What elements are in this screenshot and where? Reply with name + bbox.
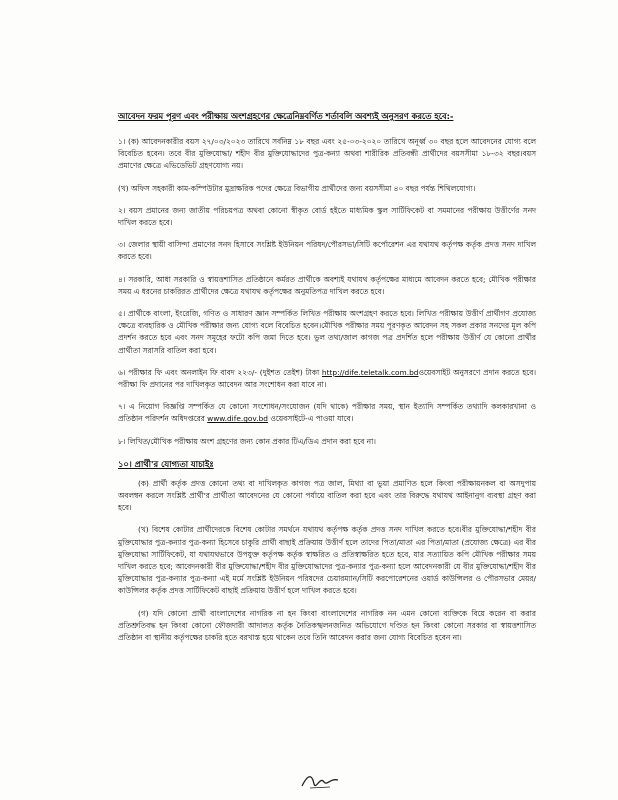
item-1b: (খ) অফিস সহকারী কাম-কম্পিউটার মুদ্রাক্ষরিক পদের ক্ষেত্রে বিভাগীয় প্রার্থীদের জন্য বয়সসীমা ৪০ বছর পর্যন্ত শিথিলযোগ্য।: [118, 183, 476, 193]
instructions-heading: আবেদন ফরম পূরণ এবং পরীক্ষায় অংশগ্রহণের ক্ষেত্রেনিম্নবর্ণিত শর্তাবলি অবশ্যই অনুসরণ করতে হবে:-: [118, 111, 454, 121]
dife-link[interactable]: www.dife.gov.bd: [207, 414, 268, 424]
item-6-text-end: ওয়েবসাইট অনুসরণে প্রদান করতে হবে। পরীক্ষা ফি প্রদানের পর দাখিলকৃত আবেদন আর সংশোধন করা যাবে না।: [118, 367, 536, 390]
item-7: [118, 401, 536, 425]
item-3: ৩। জেলার স্থায়ী বাসিন্দা প্রমাণের সনদ হিসাবে সংশ্লিষ্ট ইউনিয়ন পরিষদ/পৌরসভা/সিটি কর্পোরেশন এর যথাযথ কর্তৃপক্ষ কর্তৃক প্রদত্ত সনদ দাখিল করতে হবে।: [118, 240, 536, 262]
item-7-text-end: ওয়েবসাইটে-এ পাওয়া যাবে।: [267, 414, 354, 424]
teletalk-link[interactable]: http://dife.teletalk.com.bd: [321, 367, 419, 377]
signature-mark: [300, 770, 340, 792]
item-5: ৫। প্রার্থীকে বাংলা, ইংরেজি, গণিত ও সাধারণ জ্ঞান সম্পর্কিত লিখিত পরীক্ষায় অংশগ্রহণ করতে হবে। লিখিত পরীক্ষায় উত্তীর্ণ প্রার্থীগণ প্রযোজ্য ক্ষেত্রে ব্যবহারিক ও মৌখিক পরীক্ষার জন্য যোগ্য বলে বিবেচিত হবেন।মৌখিক পরীক্ষার সময় পূরণকৃত আবেদন সহ সকল প্রকার সনদের মূল কপি প্রদর্শন করতে হবে এবং সনদ সমূহের ফটো কপি জমা দিতে হবে। ভুল তথ্য/জাল কাগজ পত্র প্রদর্শিত হলে পরীক্ষায় উত্তীর্ণ যে কোনো প্রার্থীর প্রার্থীতা সরাসরি বাতিল করা হবে।: [118, 309, 536, 355]
item-8: ৮। লিখিত/মৌখিক পরীক্ষায় অংশ গ্রহণের জন্য কোন প্রকার টিএ/ডিএ প্রদান করা হবে না।: [118, 436, 376, 446]
item-6: [118, 367, 536, 391]
item-2: ২। বয়স প্রমানের জন্য জাতীয় পরিচয়পত্র অথবা কোনো স্বীকৃত বোর্ড হইতে মাধ্যমিক স্কুল সার্টিফিকেট বা সমমানের পরীক্ষায় উত্তীর্ণের সনদ দাখিল করতে হবে।: [118, 205, 536, 228]
section-10-ga: (গ) যদি কোনো প্রার্থী বাংলাদেশের নাগরিক না হন কিংবা বাংলাদেশের নাগরিক নন এমন কোনো ব্যক্তিকে বিয়ে করেন বা করার প্রতিশ্রুতিবদ্ধ হন কিংবা কোনো ফৌজদারী আদালত কর্তৃক নৈতিকস্খলনজনিত অভিযোগে দণ্ডিত হন কিংবা কোনো সরকার বা স্বায়ত্তশাসিত প্রতিষ্ঠান বা স্থানীয় কর্তৃপক্ষের চাকরি হতে বরখাস্ত হয়ে থাকেন তবে তিনি আবেদন করার জন্য যোগ্য বিবেচিত হবেন না।: [118, 608, 536, 643]
item-7-text: ৭। এ নিয়োগ বিজ্ঞপ্তি সম্পর্কিত যে কোনো সংশোধন/সংযোজন (যদি থাকে) পরীক্ষার সময়, স্থান ইত্যাদি সম্পর্কিত তথ্যাদি কলকারখানা ও প্রতিষ্ঠান পরিদর্শন অধিদপ্তরের: [118, 402, 536, 424]
item-1a: ১। (ক) আবেদনকারীর বয়স ২৭/০৩/২০২৩ তারিখে সর্বনিম্ন ১৮ বছর এবং ২৫-০৩-২০২০ তারিখে অনূর্ধ্ব ৩০ বছর হলে আবেদনের যোগ্য বলে বিবেচিত হবেন। তবে বীর মুক্তিযোদ্ধা/ শহীদ বীর মুক্তিযোদ্ধাদের পুত্র-কন্যা অথবা শারীরিক প্রতিবন্ধী প্রার্থীদের বয়সসীমা ১৮-৩২ বছর।বয়স প্রমাণের ক্ষেত্রে এভিডেভিট গ্রহণযোগ্য নয়।: [118, 137, 536, 171]
item-4: ৪। সরকারি, আধা সরকারি ও স্বায়ত্তশাসিত প্রতিষ্ঠানে কর্মরত প্রার্থীকে অবশ্যই যথাযথ কর্তৃপক্ষের মাধ্যমে আবেদন করতে হবে; মৌখিক পরীক্ষার সময় এ ধরনের চাকরিরত প্রার্থীদের ক্ষেত্রে যথাযথ কর্তৃপক্ষের অনুমতিপত্র দাখিল করতে হবে।: [118, 274, 536, 296]
section-10-title: ১০। প্রার্থী'র যোগ্যতা যাচাইঃ: [118, 458, 214, 469]
section-10-ka: (ক) প্রার্থী কর্তৃক প্রদত্ত কোনো তথ্য বা দাখিলকৃত কাগজ পত্র জাল, মিথ্যা বা ভুয়া প্রমাণিত হলে কিংবা পরীক্ষায়নকল বা অসদুপায় অবলম্বন করলে সংশ্লিষ্ট প্রার্থী'র প্রার্থীতা আবেদনের যে কোনো পর্যায়ে বাতিল করা হবে এবং তার বিরুদ্ধে যথাযথ আইনানুগ ব্যবস্থা গ্রহণ করা হবে।: [118, 478, 536, 513]
item-6-text: ৬। পরীক্ষার ফি এবং অনলাইন ফি বাবদ ২২৩/- (দুইশত তেইশ) টাকা: [118, 367, 322, 377]
section-10-kha: (খ) বিশেষ কোটার প্রার্থীদেরকে বিশেষ কোটার সমর্থনে যথাযথ কর্তৃপক্ষ কর্তৃক প্রদত্ত সনদ দাখিল করতে হবে।বীর মুক্তিযোদ্ধা/শহীদ বীর মুক্তিযোদ্ধার পুত্র-কন্যার পুত্র-কন্যা হিসেবে চাকুরি প্রার্থী বাছাই প্রক্রিয়ায় উত্তীর্ণ হলে তাদের পিতা/মাতা এর পিতা/মাতা (প্রযোজ্য ক্ষেত্রে) এর বীর মুক্তিযোদ্ধা সার্টিফিকেট, যা যথাযথভাবে উপযুক্ত কর্তৃপক্ষ কর্তৃক স্বাক্ষরিত ও প্রতিস্বাক্ষরিত হতে হবে, যার সত্যায়িত কপি মৌখিক পরীক্ষার সময় দাখিল করতে হবে; আবেদনকারী বীর মুক্তিযোদ্ধা/শহীদ বীর মুক্তিযোদ্ধাদের পুত্র-কন্যার পুত্র-কন্যা হলে আবেদনকারী যে বীর মুক্তিযোদ্ধা/শহীদ বীর মুক্তিযোদ্ধার পুত্র-কন্যার পুত্র-কন্যা এই মর্মে সংশ্লিষ্ট ইউনিয়ন পরিষদের চেয়ারম্যান/সিটি করপোরেশনের ওয়ার্ড কাউন্সিলর ও পৌরসভার মেয়র/কাউন্সিলর কর্তৃক প্রদত্ত সার্টিফিকেট বাছাই প্রক্রিয়ায় উত্তীর্ণ হলে দাখিল করতে হবে।: [118, 525, 536, 596]
